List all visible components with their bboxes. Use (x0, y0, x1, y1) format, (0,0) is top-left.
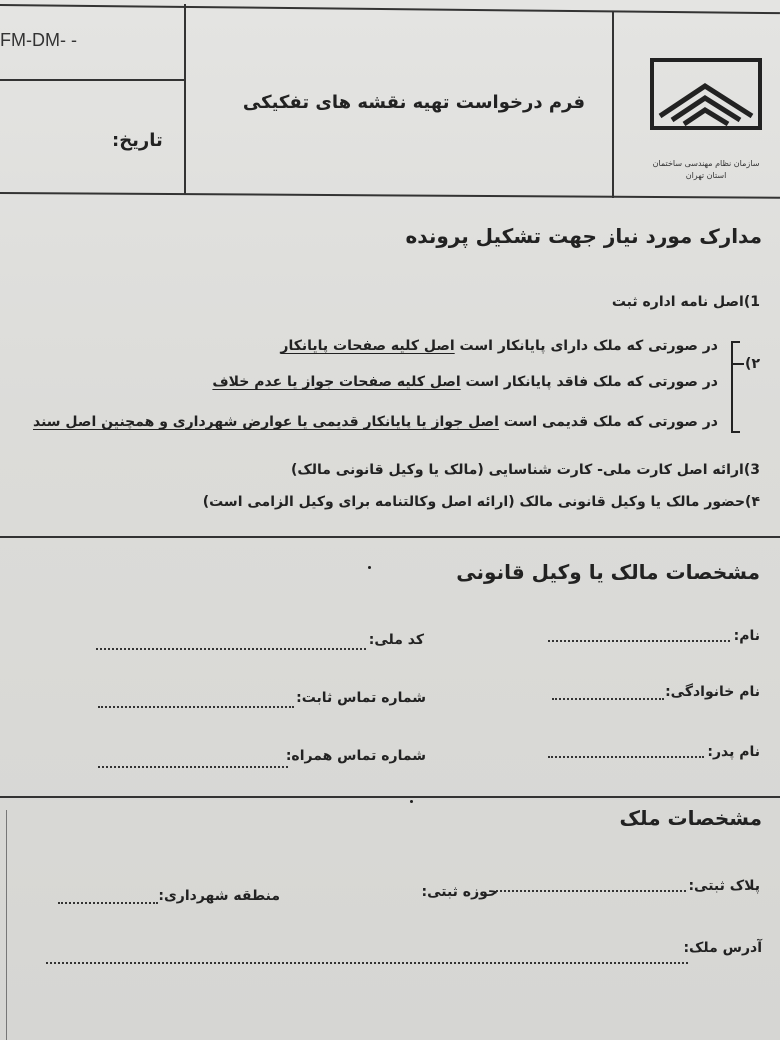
owner-heading: مشخصات مالک یا وکیل قانونی (456, 560, 760, 584)
section-divider-2 (0, 796, 780, 798)
family-name-label: نام خانوادگی: (665, 684, 760, 700)
documents-item-2-bracket (728, 338, 748, 436)
father-name-field[interactable] (548, 756, 704, 758)
landline-field[interactable] (98, 706, 294, 708)
org-name: سازمان نظام مهندسی ساختمان (652, 159, 760, 168)
municipal-district-field[interactable] (58, 902, 158, 904)
ink-spot (368, 566, 371, 569)
mobile-field[interactable] (98, 766, 288, 768)
documents-item-2-number: ۲) (745, 356, 760, 372)
header-top-border (0, 4, 780, 14)
documents-item-4: ۴)حضور مالک یا وکیل قانونی مالک (ارائه اصل وکالتنامه برای وکیل الزامی است) (202, 494, 760, 510)
name-field[interactable] (548, 640, 730, 642)
documents-item-2-case-1 (280, 338, 718, 354)
documents-item-2-case-3 (33, 414, 718, 430)
landline-label: شماره تماس ثابت: (296, 690, 426, 706)
case-1-emphasis: اصل کلیه صفحات پایانکار (280, 338, 455, 354)
registration-zone-label: حوزه ثبتی: (421, 884, 498, 900)
documents-item-2-case-2 (212, 374, 718, 390)
registration-plate-field[interactable] (496, 890, 686, 892)
organization-logo-icon (650, 58, 762, 130)
father-name-label: نام پدر: (707, 744, 760, 760)
address-field[interactable] (46, 962, 688, 964)
ink-spot-2 (410, 800, 413, 803)
header-divider-right (612, 12, 614, 198)
form-code: FM-DM- - (0, 30, 77, 50)
property-heading: مشخصات ملک (619, 806, 762, 830)
national-code-field[interactable] (96, 648, 366, 650)
documents-item-1: 1)اصل نامه اداره ثبت (611, 294, 760, 310)
address-label: آدرس ملک: (683, 940, 762, 956)
registration-plate-label: پلاک ثبتی: (688, 878, 760, 894)
header-bottom-border (0, 192, 780, 199)
case-2-emphasis: اصل کلیه صفحات جواز یا عدم خلاف (212, 374, 461, 390)
case-3-text: در صورتی که ملک قدیمی است (498, 414, 718, 430)
case-3-emphasis: اصل جواز یا پایانکار قدیمی یا عوارض شهرداری و همچنین اصل سند (32, 414, 499, 430)
family-name-field[interactable] (552, 698, 664, 700)
date-label: تاریخ: (112, 130, 163, 151)
section-divider-1 (0, 536, 780, 538)
org-province: استان تهران (685, 171, 727, 180)
case-2-text: در صورتی که ملک فاقد پایانکار است (460, 374, 718, 390)
code-cell-divider (0, 79, 186, 81)
left-margin-line (6, 810, 7, 1040)
documents-heading: مدارک مورد نیاز جهت تشکیل پرونده (405, 224, 762, 248)
header-divider-left (184, 4, 186, 194)
organization-logo (650, 58, 762, 180)
documents-item-3: 3)ارائه اصل کارت ملی- کارت شناسایی (مالک یا وکیل قانونی مالک) (291, 462, 760, 478)
national-code-label: کد ملی: (368, 632, 424, 648)
form-title: فرم درخواست تهیه نقشه های تفکیکی (242, 92, 585, 113)
municipal-district-label: منطقه شهرداری: (158, 888, 280, 904)
case-1-text: در صورتی که ملک دارای پایانکار است (454, 338, 718, 354)
name-label: نام: (733, 628, 760, 644)
mobile-label: شماره تماس همراه: (285, 748, 426, 764)
